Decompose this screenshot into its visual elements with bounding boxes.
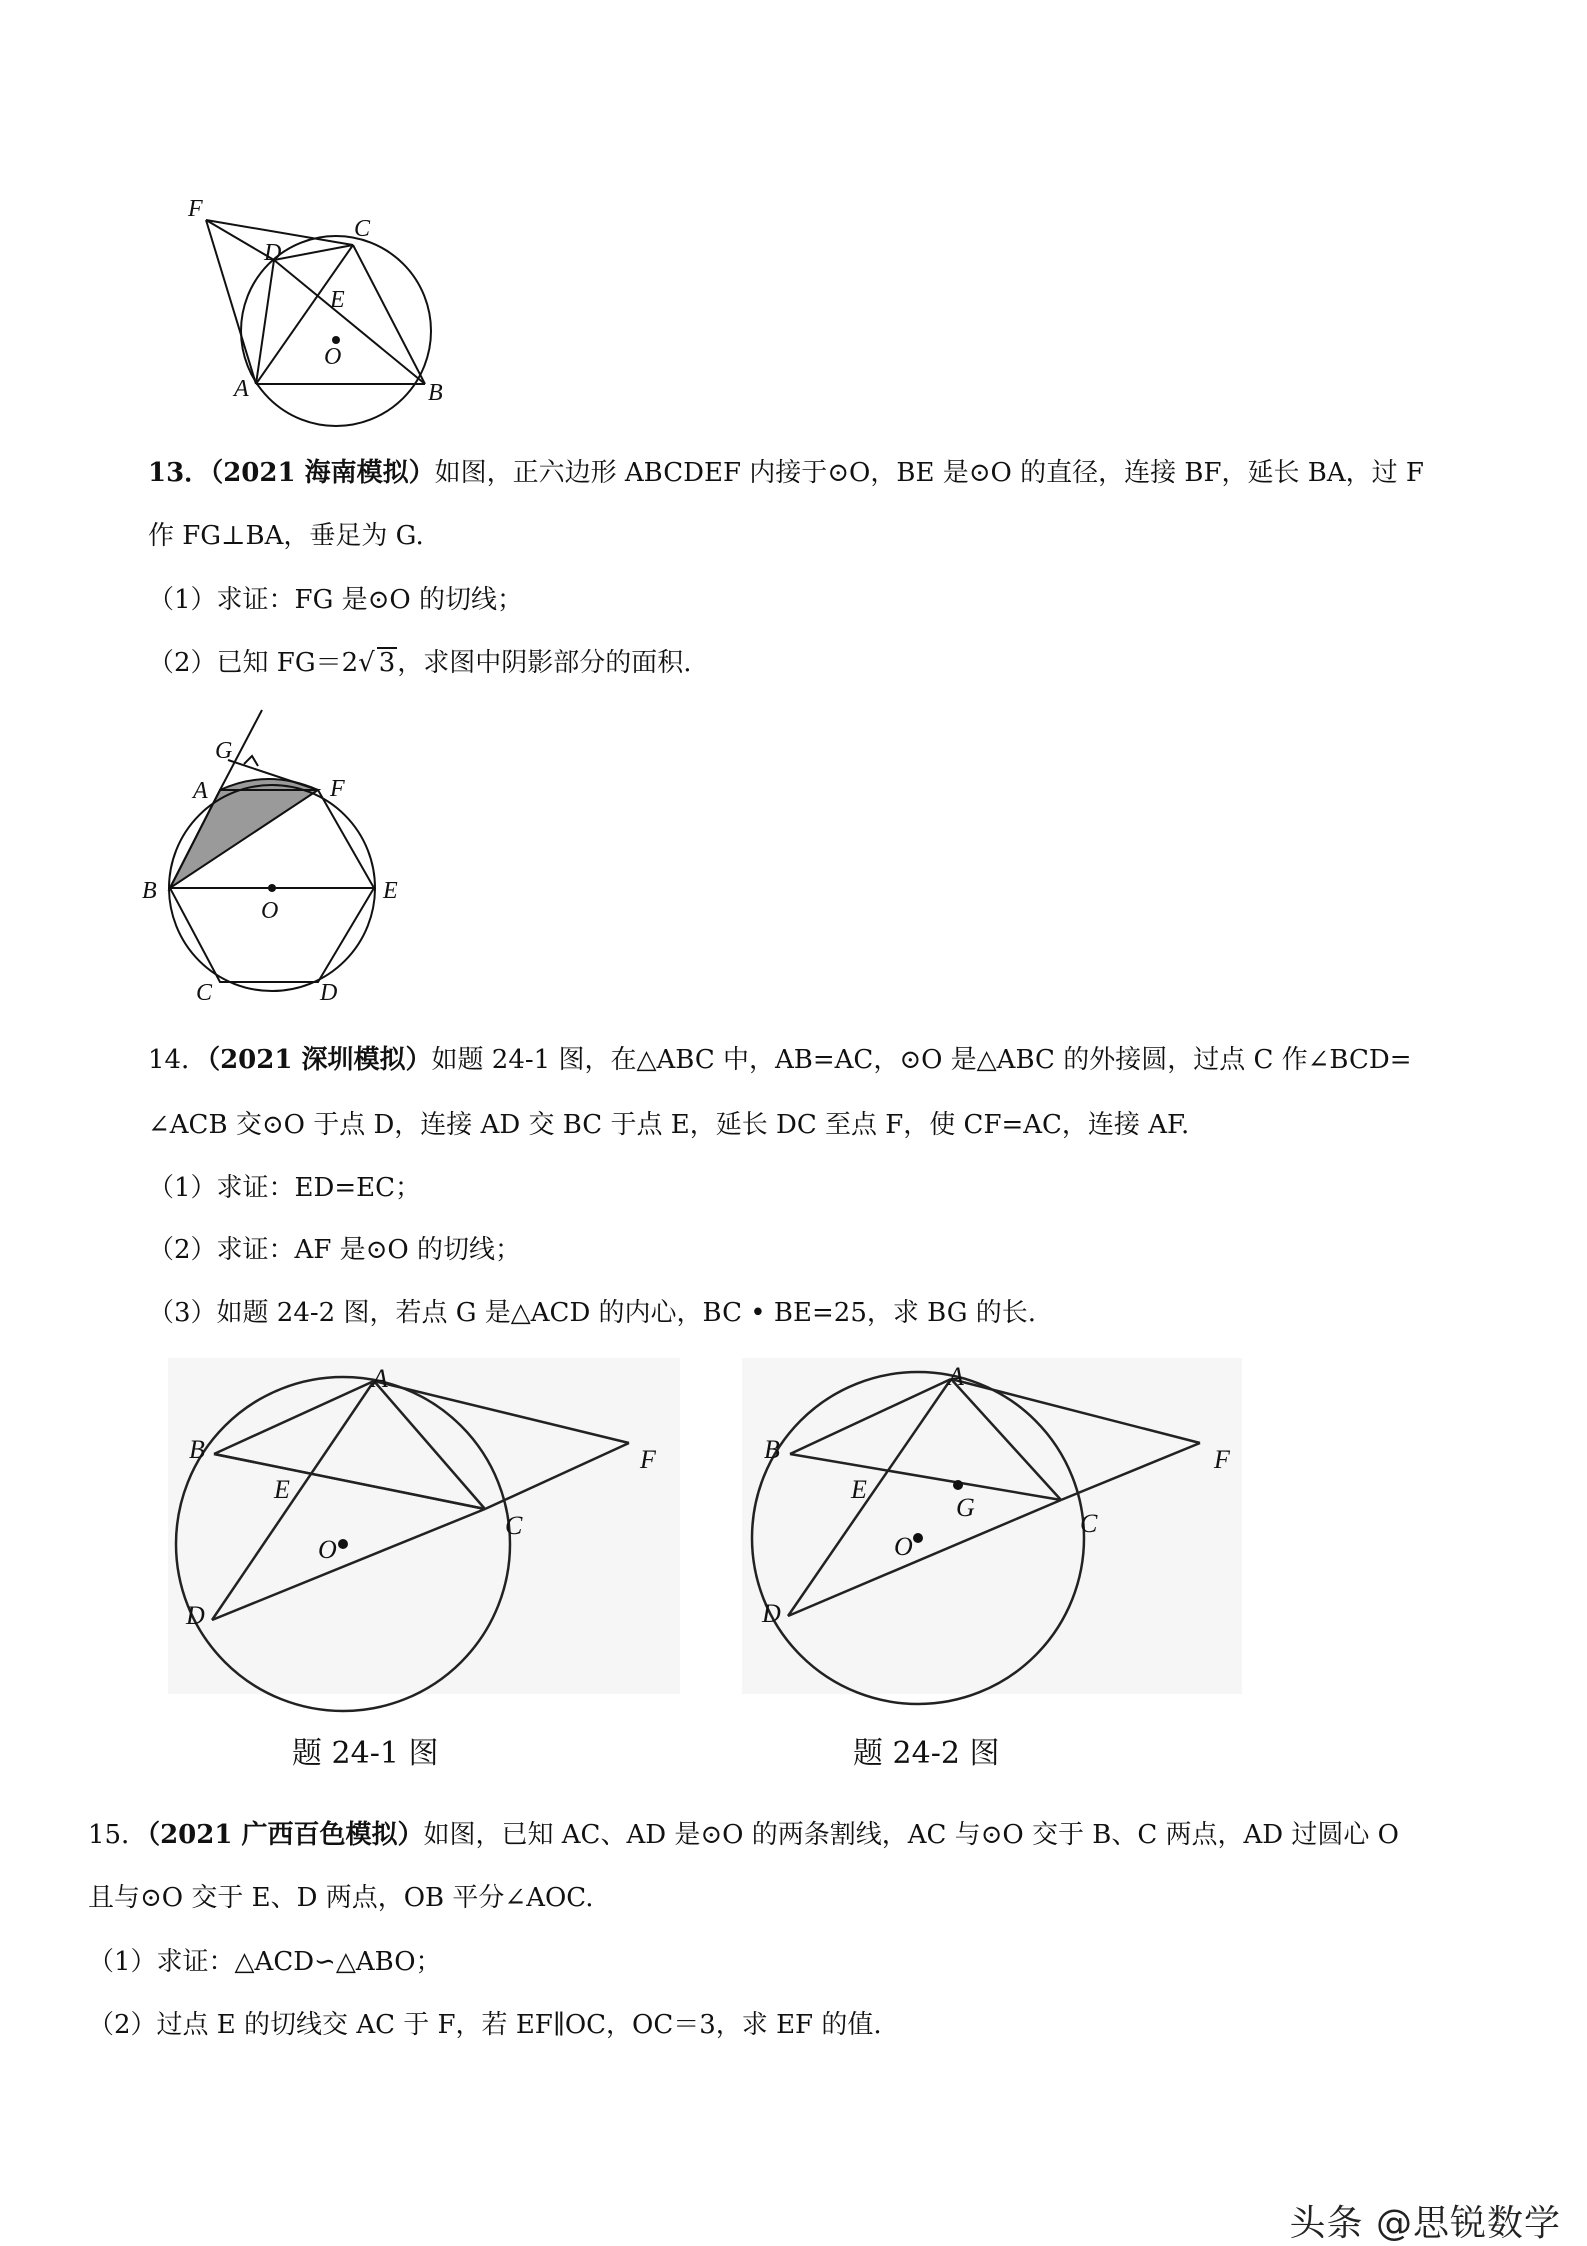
label-B: B xyxy=(142,878,157,904)
label-A: A xyxy=(234,376,249,402)
label-B: B xyxy=(764,1435,780,1464)
q15-part1: （1）求证：△ACD∽△ABO； xyxy=(88,1947,442,1977)
label-F: F xyxy=(640,1445,656,1474)
q13-line2: 作 FG⊥BA，垂足为 G. xyxy=(148,521,424,551)
label-E: E xyxy=(851,1475,867,1504)
figure-24-2 xyxy=(740,1355,1250,1700)
q15-source: （2021 广西百色模拟） xyxy=(147,1820,424,1850)
label-F: F xyxy=(1214,1445,1230,1474)
label-D: D xyxy=(264,240,282,266)
q13-source: （2021 海南模拟） xyxy=(210,458,435,488)
caption-24-1: 题 24-1 图 xyxy=(292,1736,439,1771)
watermark: 头条 @思锐数学 xyxy=(1289,2203,1561,2244)
q14-part3: （3）如题 24-2 图，若点 G 是△ACD 的内心，BC • BE=25，求 BG 的长. xyxy=(148,1298,1037,1328)
q14-line1 xyxy=(148,1040,1412,1080)
q14-part1: （1）求证：ED=EC； xyxy=(148,1173,422,1203)
label-C: C xyxy=(1080,1509,1098,1538)
q15-text1: 如图，已知 AC、AD 是⊙O 的两条割线，AC 与⊙O 交于 B、C 两点，AD 过圆心 O xyxy=(423,1820,1399,1850)
q13-part2-post: ，求图中阴影部分的面积. xyxy=(397,648,692,678)
q13-text1: 如图，正六边形 ABCDEF 内接于⊙O，BE 是⊙O 的直径，连接 BF，延长 BA，过 F xyxy=(434,458,1424,488)
label-C: C xyxy=(505,1511,523,1540)
label-E: E xyxy=(330,287,345,313)
q13-part2-pre: （2）已知 FG＝2 xyxy=(148,648,359,678)
q15-part2: （2）过点 E 的切线交 AC 于 F，若 EF∥OC，OC＝3，求 EF 的值. xyxy=(88,2010,882,2040)
label-A: A xyxy=(372,1364,388,1393)
q15-number: 15． xyxy=(88,1820,148,1850)
q13-number: 13． xyxy=(148,458,211,488)
label-O: O xyxy=(324,344,342,370)
label-A: A xyxy=(948,1362,964,1391)
sqrt-symbol: √ xyxy=(358,648,375,678)
q15-line1 xyxy=(88,1815,1399,1855)
label-C: C xyxy=(196,980,213,1006)
q13-part1: （1）求证：FG 是⊙O 的切线； xyxy=(148,585,523,615)
q14-number: 14． xyxy=(148,1045,208,1075)
label-O: O xyxy=(894,1532,913,1561)
q14-text1: 如题 24-1 图，在△ABC 中，AB=AC，⊙O 是△ABC 的外接圆，过点 C 作∠BCD= xyxy=(431,1045,1412,1075)
q13-part2-radicand: 3 xyxy=(378,648,396,678)
label-D: D xyxy=(186,1601,205,1630)
label-G: G xyxy=(215,738,233,764)
label-A: A xyxy=(193,778,208,804)
label-B: B xyxy=(189,1435,205,1464)
q15-line2: 且与⊙O 交于 E、D 两点，OB 平分∠AOC. xyxy=(88,1883,594,1913)
label-O: O xyxy=(318,1535,337,1564)
q13-part2 xyxy=(148,643,692,683)
figure-24-1 xyxy=(165,1355,685,1700)
figure-q12 xyxy=(180,180,460,440)
label-B: B xyxy=(428,380,443,406)
q14-line2: ∠ACB 交⊙O 于点 D，连接 AD 交 BC 于点 E，延长 DC 至点 F，使 CF=AC，连接 AF. xyxy=(148,1110,1190,1140)
label-F: F xyxy=(330,776,345,802)
label-C: C xyxy=(354,216,371,242)
caption-24-2: 题 24-2 图 xyxy=(853,1736,1000,1771)
label-D: D xyxy=(320,980,338,1006)
q14-source: （2021 深圳模拟） xyxy=(207,1045,432,1075)
q14-part2: （2）求证：AF 是⊙O 的切线； xyxy=(148,1235,521,1265)
label-E: E xyxy=(274,1475,290,1504)
label-F: F xyxy=(188,196,203,222)
label-E: E xyxy=(383,878,398,904)
figure-q13 xyxy=(140,705,420,1005)
q13-line1 xyxy=(148,453,1424,493)
label-G: G xyxy=(956,1493,975,1522)
label-O: O xyxy=(261,898,279,924)
label-D: D xyxy=(762,1599,781,1628)
